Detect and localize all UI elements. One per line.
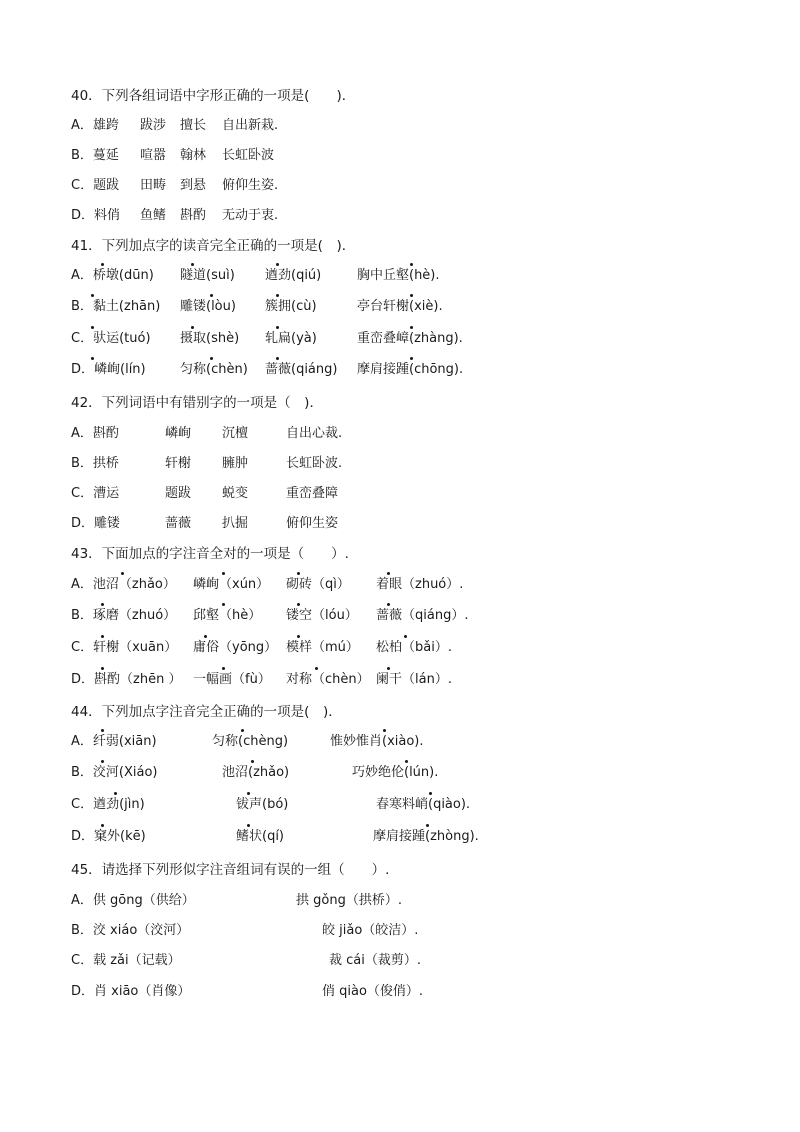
option-text: C．题跋: [71, 178, 120, 193]
option-text: 蔷薇(qiáng): [265, 362, 338, 377]
option-text: C．遒劲(jìn): [71, 797, 145, 812]
option-text: 匀称(chèn): [180, 362, 248, 377]
question-line: [0, 234, 800, 258]
emphasis-dot: [204, 635, 207, 638]
question-line: [0, 391, 800, 415]
emphasis-dot: [101, 263, 104, 266]
option-text: 摄取(shè): [180, 331, 240, 346]
option-text: 蔷薇: [165, 516, 192, 531]
option-text: 翰林: [180, 148, 207, 163]
emphasis-dot: [191, 263, 194, 266]
option-text: 跋涉: [140, 118, 167, 133]
option-text: A．供 gōng（供给）: [71, 893, 195, 908]
option-text: D．料俏: [71, 208, 121, 223]
option-text: 匀称(chèng): [212, 734, 289, 749]
option-text: 轩榭: [165, 456, 192, 471]
option-text: A．斟酌: [71, 426, 119, 441]
option-text: 春寒料峭(qiào).: [376, 797, 471, 812]
question-line: [0, 542, 800, 566]
option-text: 摩肩接踵(zhòng).: [373, 829, 479, 844]
option-line: [0, 295, 800, 319]
option-line: [0, 358, 800, 382]
option-text: 自出新栽.: [222, 118, 279, 133]
option-text: 松柏（bǎi）.: [376, 640, 452, 655]
option-text: 镂空（lóu）: [286, 608, 358, 623]
emphasis-dot: [101, 667, 104, 670]
emphasis-dot: [410, 294, 413, 297]
emphasis-dot: [191, 326, 194, 329]
question-line: [0, 84, 800, 108]
option-line: [0, 980, 800, 1004]
option-text: 轧扁(yà): [265, 331, 317, 346]
option-text: B．蔓延: [71, 148, 119, 163]
option-line: [0, 730, 800, 754]
option-text: 蜕变: [222, 486, 249, 501]
option-text: 雕镂(lòu): [180, 299, 236, 314]
option-text: 庸俗（yōng）: [193, 640, 278, 655]
option-line: [0, 949, 800, 973]
option-text: 摩肩接踵(chōng).: [357, 362, 464, 377]
emphasis-dot: [387, 667, 390, 670]
option-text: 俯仰生姿.: [222, 178, 279, 193]
question-line: [0, 700, 800, 724]
emphasis-dot: [405, 760, 408, 763]
option-text: 砌砖（qì）: [286, 577, 350, 592]
emphasis-dot: [114, 792, 117, 795]
option-text: 喧嚣: [140, 148, 167, 163]
option-line: [0, 889, 800, 913]
emphasis-dot: [222, 572, 225, 575]
option-text: 皎 jiǎo（皎洁）.: [322, 923, 419, 938]
option-text: C．漕运: [71, 486, 120, 501]
option-text: 到悬: [180, 178, 207, 193]
emphasis-dot: [297, 635, 300, 638]
emphasis-dot: [276, 357, 279, 360]
option-line: [0, 264, 800, 288]
emphasis-dot: [387, 603, 390, 606]
emphasis-dot: [101, 824, 104, 827]
option-text: B．洨河(Xiáo): [71, 765, 158, 780]
emphasis-dot: [210, 294, 213, 297]
option-text: 臃肿: [222, 456, 249, 471]
question-text: 44．下列加点字注音完全正确的一项是( )．: [71, 704, 342, 720]
option-text: 钹声(bó): [236, 797, 289, 812]
option-text: C．轩榭（xuān）: [71, 640, 178, 655]
option-line: [0, 761, 800, 785]
question-text: 42．下列词语中有错别字的一项是（ )．: [71, 395, 323, 411]
emphasis-dot: [222, 667, 225, 670]
option-text: B．洨 xiáo（洨河）: [71, 923, 190, 938]
emphasis-dot: [276, 326, 279, 329]
option-line: [0, 482, 800, 506]
option-text: D．肖 xiāo（肖像）: [71, 984, 191, 999]
emphasis-dot: [101, 635, 104, 638]
option-text: 阑干（lán）.: [376, 672, 452, 687]
option-text: B．黏土(zhān): [71, 299, 161, 314]
option-text: 隧道(suì): [180, 268, 235, 283]
option-line: [0, 793, 800, 817]
option-line: [0, 668, 800, 692]
option-text: D．嶙峋(lín): [71, 362, 146, 377]
option-text: 鳍状(qí): [236, 829, 285, 844]
option-text: 鱼鳍: [140, 208, 167, 223]
option-text: 巧妙绝伦(lún).: [352, 765, 439, 780]
option-text: 嶙峋（xún）: [193, 577, 270, 592]
emphasis-dot: [410, 357, 413, 360]
option-text: 扒掘: [222, 516, 249, 531]
emphasis-dot: [222, 603, 225, 606]
emphasis-dot: [404, 635, 407, 638]
option-text: 惟妙惟肖(xiào).: [330, 734, 424, 749]
option-text: 蔷薇（qiáng）.: [376, 608, 469, 623]
emphasis-dot: [383, 729, 386, 732]
option-text: 遒劲(qiú): [265, 268, 322, 283]
option-text: 裁 cái（裁剪）.: [329, 953, 421, 968]
emphasis-dot: [429, 792, 432, 795]
emphasis-dot: [410, 326, 413, 329]
option-text: D．窠外(kē): [71, 829, 146, 844]
option-text: C．驮运(tuó): [71, 331, 151, 346]
emphasis-dot: [315, 667, 318, 670]
option-line: [0, 452, 800, 476]
option-text: 题跋: [165, 486, 192, 501]
option-text: 邱壑（hè）: [193, 608, 262, 623]
option-text: 着眼（zhuó）.: [376, 577, 464, 592]
option-text: 自出心裁.: [286, 426, 343, 441]
option-text: 擅长: [180, 118, 207, 133]
option-text: 胸中丘壑(hè).: [357, 268, 440, 283]
option-text: 亭台轩榭(xiè).: [357, 299, 443, 314]
option-text: 拱 gǒng（拱桥）.: [296, 893, 402, 908]
option-text: C．载 zǎi（记载）: [71, 953, 181, 968]
option-text: A．桥墩(dūn): [71, 268, 154, 283]
option-line: [0, 512, 800, 536]
option-text: 长虹卧波.: [286, 456, 343, 471]
emphasis-dot: [276, 263, 279, 266]
emphasis-dot: [91, 326, 94, 329]
emphasis-dot: [247, 792, 250, 795]
option-line: [0, 204, 800, 228]
option-text: 无动于衷.: [222, 208, 279, 223]
option-line: [0, 422, 800, 446]
option-line: [0, 114, 800, 138]
option-text: 重峦叠嶂(zhàng).: [357, 331, 463, 346]
option-text: A．雄跨: [71, 118, 119, 133]
emphasis-dot: [276, 294, 279, 297]
question-text: 40．下列各组词语中字形正确的一项是( )．: [71, 88, 356, 104]
option-text: A．池沼（zhǎo）: [71, 577, 176, 592]
emphasis-dot: [101, 760, 104, 763]
option-text: 俏 qiào（俊俏）.: [322, 984, 424, 999]
question-line: [0, 858, 800, 882]
option-text: 沉檀: [222, 426, 249, 441]
option-line: [0, 825, 800, 849]
emphasis-dot: [241, 729, 244, 732]
option-text: 一幅画（fù）: [193, 672, 271, 687]
option-line: [0, 174, 800, 198]
emphasis-dot: [247, 824, 250, 827]
question-text: 45．请选择下列形似字注音组词有误的一组（ ）.: [71, 862, 390, 878]
emphasis-dot: [121, 572, 124, 575]
emphasis-dot: [91, 357, 94, 360]
option-line: [0, 327, 800, 351]
question-text: 43．下面加点的字注音全对的一项是（ ）.: [71, 546, 349, 562]
emphasis-dot: [410, 263, 413, 266]
emphasis-dot: [210, 357, 213, 360]
option-text: 田畴: [140, 178, 167, 193]
emphasis-dot: [426, 824, 429, 827]
option-text: D．斟酌（zhēn ）: [71, 672, 182, 687]
emphasis-dot: [251, 760, 254, 763]
option-text: 俯仰生姿: [286, 516, 339, 531]
option-text: 池沼(zhǎo): [222, 765, 290, 780]
emphasis-dot: [101, 729, 104, 732]
option-text: 对称（chèn）: [286, 672, 370, 687]
emphasis-dot: [387, 572, 390, 575]
option-text: B．拱桥: [71, 456, 119, 471]
option-text: 长虹卧波: [222, 148, 275, 163]
option-line: [0, 144, 800, 168]
option-line: [0, 573, 800, 597]
option-text: D．雕镂: [71, 516, 121, 531]
emphasis-dot: [101, 603, 104, 606]
emphasis-dot: [297, 572, 300, 575]
option-text: 簇拥(cù): [265, 299, 317, 314]
emphasis-dot: [91, 294, 94, 297]
option-line: [0, 919, 800, 943]
emphasis-dot: [297, 603, 300, 606]
question-text: 41．下列加点字的读音完全正确的一项是( )．: [71, 238, 356, 254]
option-text: 嶙峋: [165, 426, 192, 441]
option-line: [0, 636, 800, 660]
option-line: [0, 604, 800, 628]
option-text: A．纤弱(xiān): [71, 734, 157, 749]
option-text: 斟酌: [180, 208, 207, 223]
option-text: B．琢磨（zhuó）: [71, 608, 177, 623]
option-text: 重峦叠障: [286, 486, 339, 501]
option-text: 模样（mú）: [286, 640, 359, 655]
